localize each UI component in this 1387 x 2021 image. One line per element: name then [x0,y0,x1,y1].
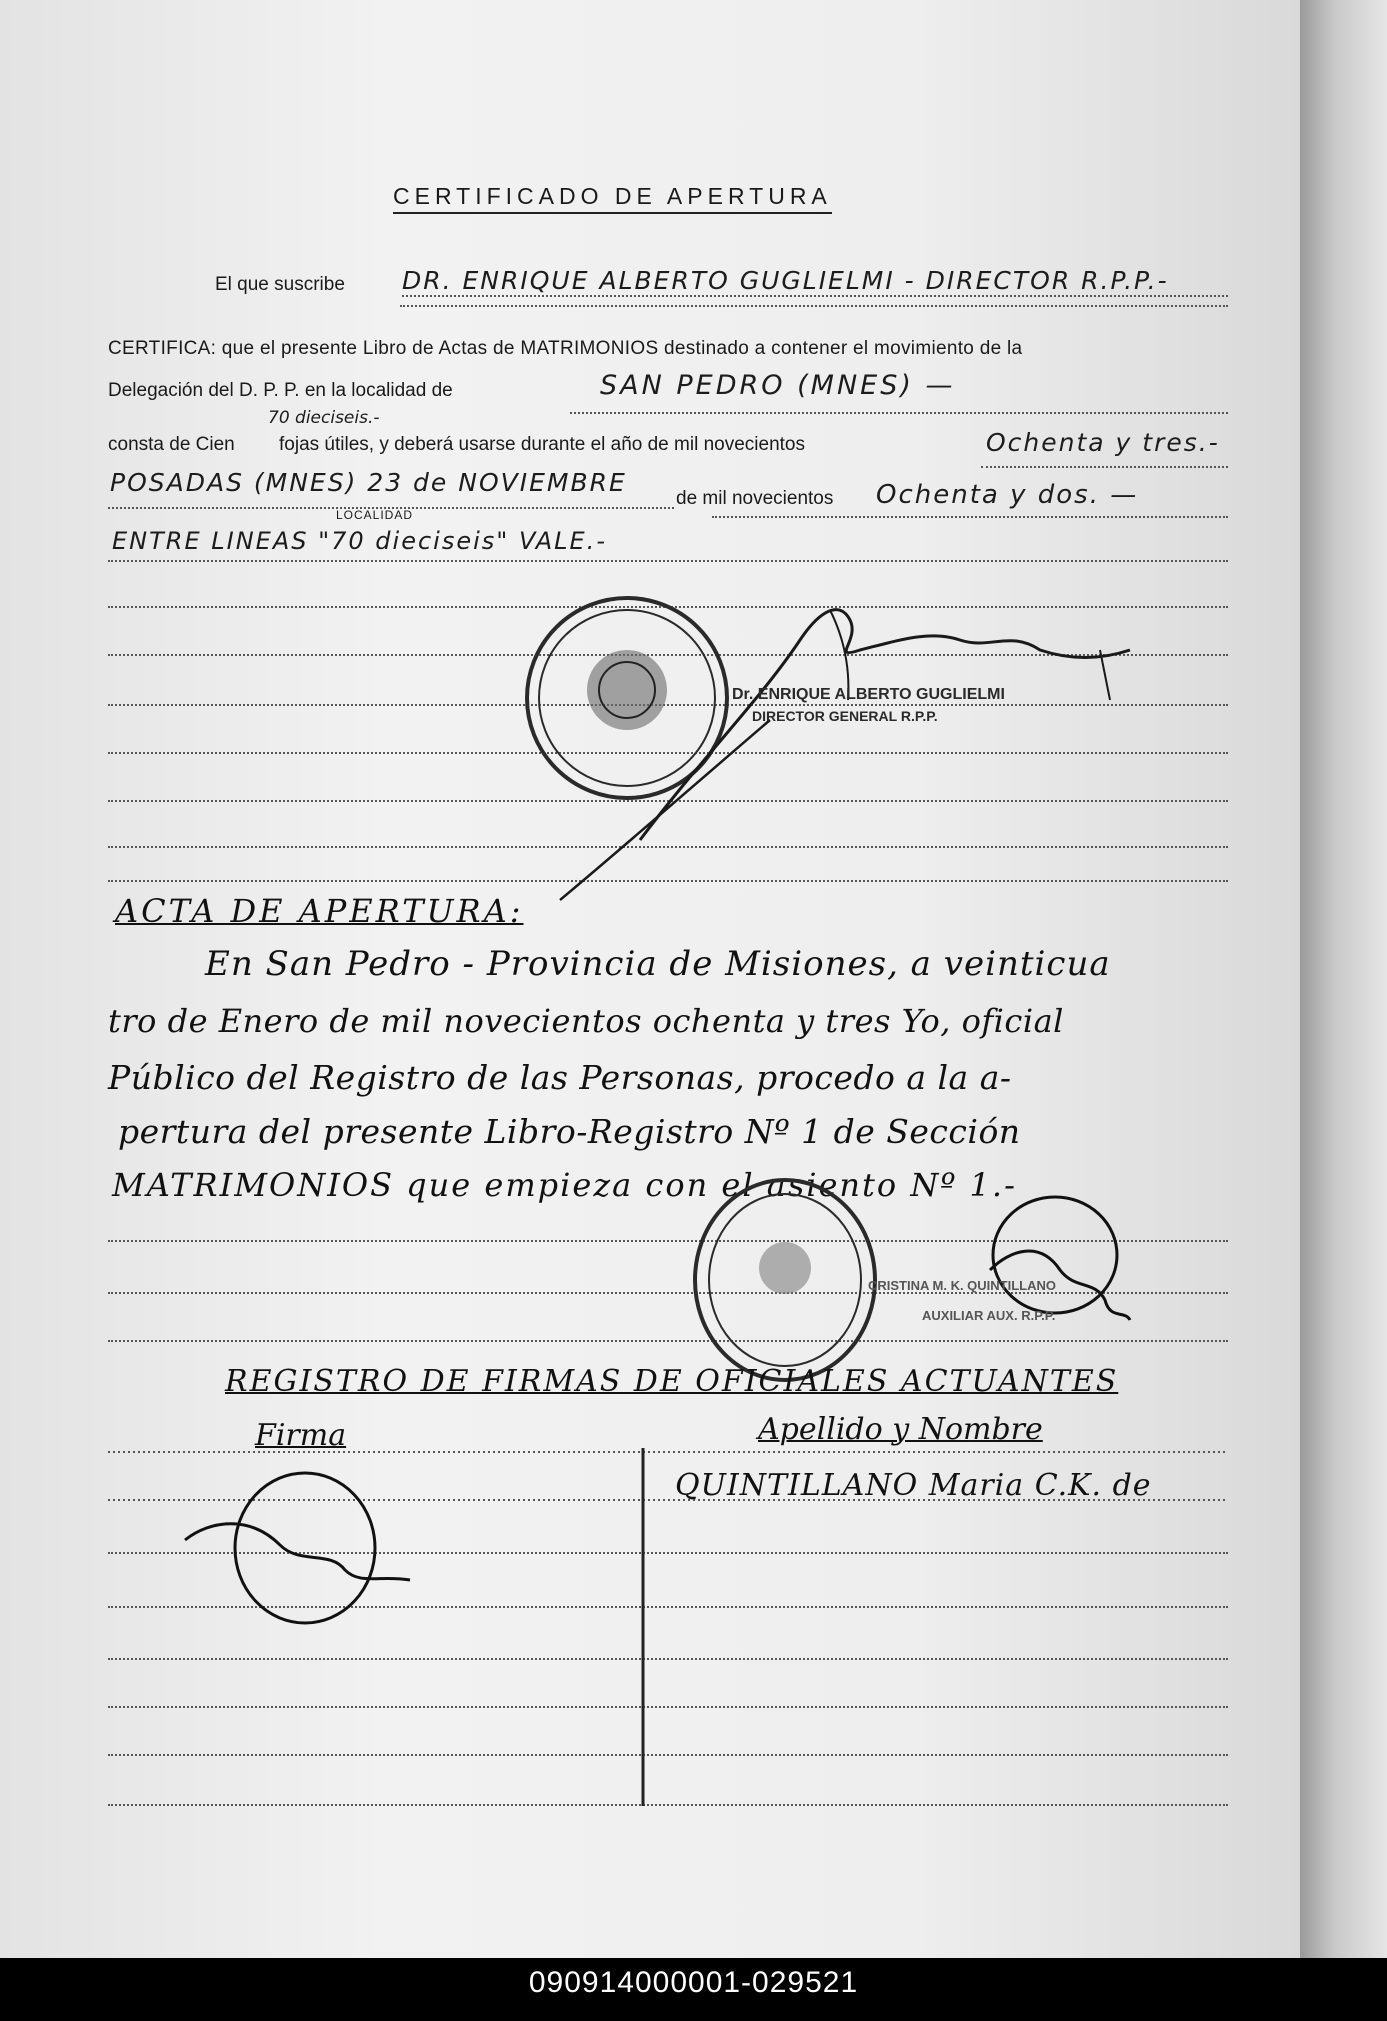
acta-line-3: Público del Registro de las Personas, procedo a la a- [108,1058,1012,1097]
stamp1-signer-title: DIRECTOR GENERAL R.P.P. [752,708,938,724]
certifica-line: CERTIFICA: que el presente Libro de Actas de MATRIMONIOS destinado a contener el movimiento de la [108,338,1023,359]
year2-value: Ochenta y dos. — [876,480,1139,510]
acta-line-5: MATRIMONIOS que empieza con el asiento Nº 1.- [112,1166,1017,1204]
col-firma-header: Firma [255,1418,347,1453]
suscribe-value: DR. ENRIQUE ALBERTO GUGLIELMI - DIRECTOR R.P.P.- [402,266,1228,297]
col-nombre-header: Apellido y Nombre [758,1412,1043,1447]
document-title: CERTIFICADO DE APERTURA [393,183,832,214]
acta-line-4: pertura del presente Libro-Registro Nº 1 de Sección [118,1112,1021,1151]
fojas-text: fojas útiles, y deberá usarse durante el año de mil novecientos [279,434,805,455]
document-id: 090914000001-029521 [528,1966,859,1999]
de-mil-label: de mil novecientos [676,488,834,509]
entre-lineas-note: ENTRE LINEAS "70 dieciseis" VALE.- [112,527,607,555]
delegacion-label: Delegación del D. P. P. en la localidad de [108,380,453,401]
interlinear-note: 70 dieciseis.- [268,408,380,428]
registro-heading: REGISTRO DE FIRMAS DE OFICIALES ACTUANTES [225,1364,1119,1399]
acta-line-2: tro de Enero de mil novecientos ochenta y tres Yo, oficial [108,1002,1064,1040]
stamp1-signer-name: Dr. ENRIQUE ALBERTO GUGLIELMI [732,686,1005,703]
stamp2-signer-name: CRISTINA M. K. QUINTILLANO [868,1278,1057,1293]
consta-label: consta de Cien [108,434,235,455]
place-date-value: POSADAS (MNES) 23 de NOVIEMBRE [110,468,627,497]
acta-heading: ACTA DE APERTURA: [115,892,524,930]
entry-name: QUINTILLANO Maria C.K. de [675,1468,1152,1503]
localidad-value: SAN PEDRO (MNES) — [600,370,956,401]
acta-line-1: En San Pedro - Provincia de Misiones, a veinticua [205,944,1111,984]
stamp2-signer-title: AUXILIAR AUX. R.P.P. [922,1308,1056,1323]
localidad-caption: LOCALIDAD [336,508,414,522]
suscribe-label: El que suscribe [215,274,345,295]
anio-value: Ochenta y tres.- [986,428,1220,457]
